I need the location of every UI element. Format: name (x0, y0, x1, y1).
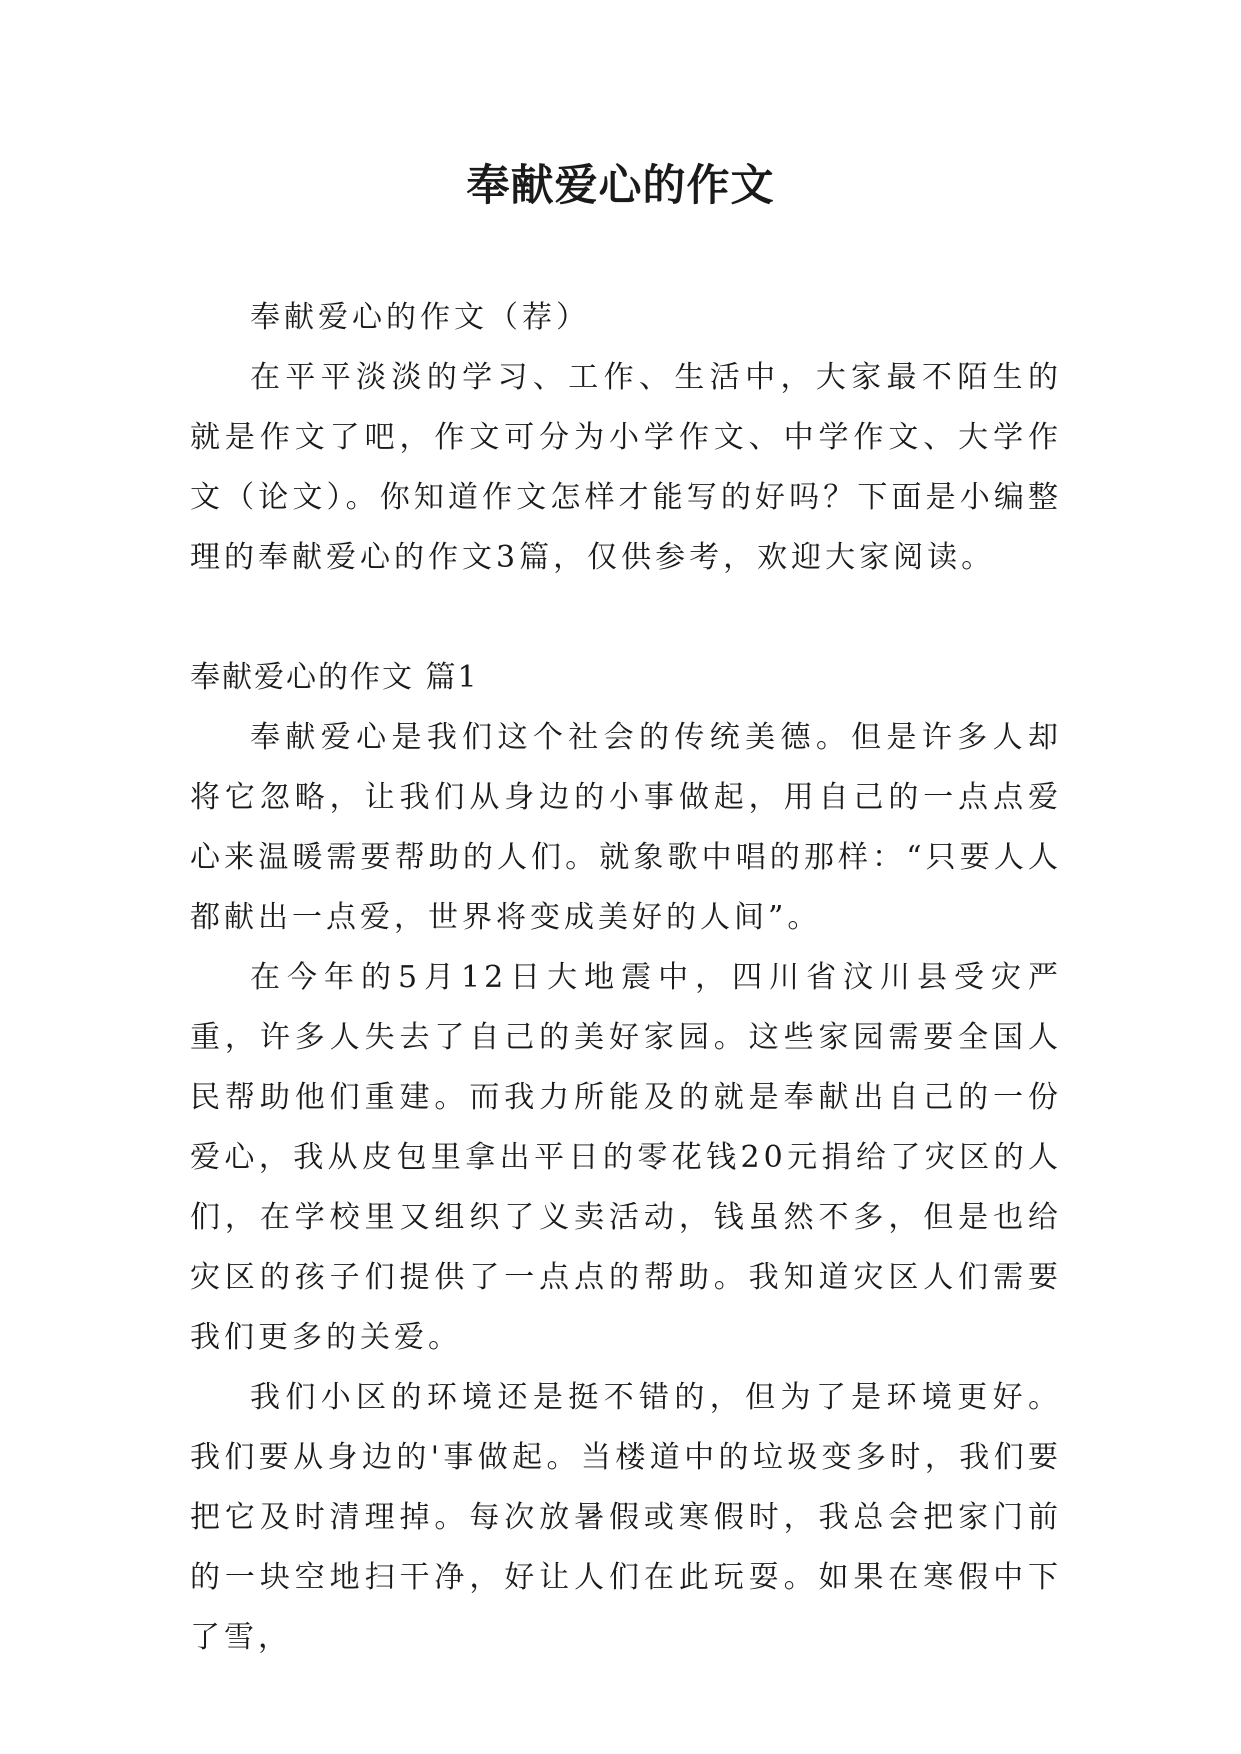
document-title: 奉献爱心的作文 (466, 161, 775, 211)
intro-paragraph: 在平平淡淡的学习、工作、生活中，大家最不陌生的就是作文了吧，作文可分为小学作文、中学作文、大学作文（论文）。你知道作文怎样才能写的好吗？下面是小编整理的奉献爱心的作文3篇，仅供参考，欢迎大家阅读。 (190, 360, 1062, 575)
document-subtitle: 奉献爱心的作文（荐） (250, 300, 590, 335)
body-paragraph-1: 奉献爱心是我们这个社会的传统美德。但是许多人却将它忽略，让我们从身边的小事做起，用自己的一点点爱心来温暖需要帮助的人们。就象歌中唱的那样：“只要人人都献出一点爱，世界将变成美好的人间”。 (190, 720, 1062, 935)
document-body (190, 288, 1062, 1668)
body-paragraph-2: 在今年的5月12日大地震中，四川省汶川县受灾严重，许多人失去了自己的美好家园。这些家园需要全国人民帮助他们重建。而我力所能及的就是奉献出自己的一份爱心，我从皮包里拿出平日的零花钱20元捐给了灾区的人们，在学校里又组织了义卖活动，钱虽然不多，但是也给灾区的孩子们提供了一点点的帮助。我知道灾区人们需要我们更多的关爱。 (190, 960, 1062, 1355)
section-heading: 奉献爱心的作文 篇1 (190, 660, 479, 695)
body-paragraph-3: 我们小区的环境还是挺不错的，但为了是环境更好。我们要从身边的'事做起。当楼道中的垃圾变多时，我们要把它及时清理掉。每次放暑假或寒假时，我总会把家门前的一块空地扫干净，好让人们在此玩耍。如果在寒假中下了雪， (190, 1380, 1062, 1655)
